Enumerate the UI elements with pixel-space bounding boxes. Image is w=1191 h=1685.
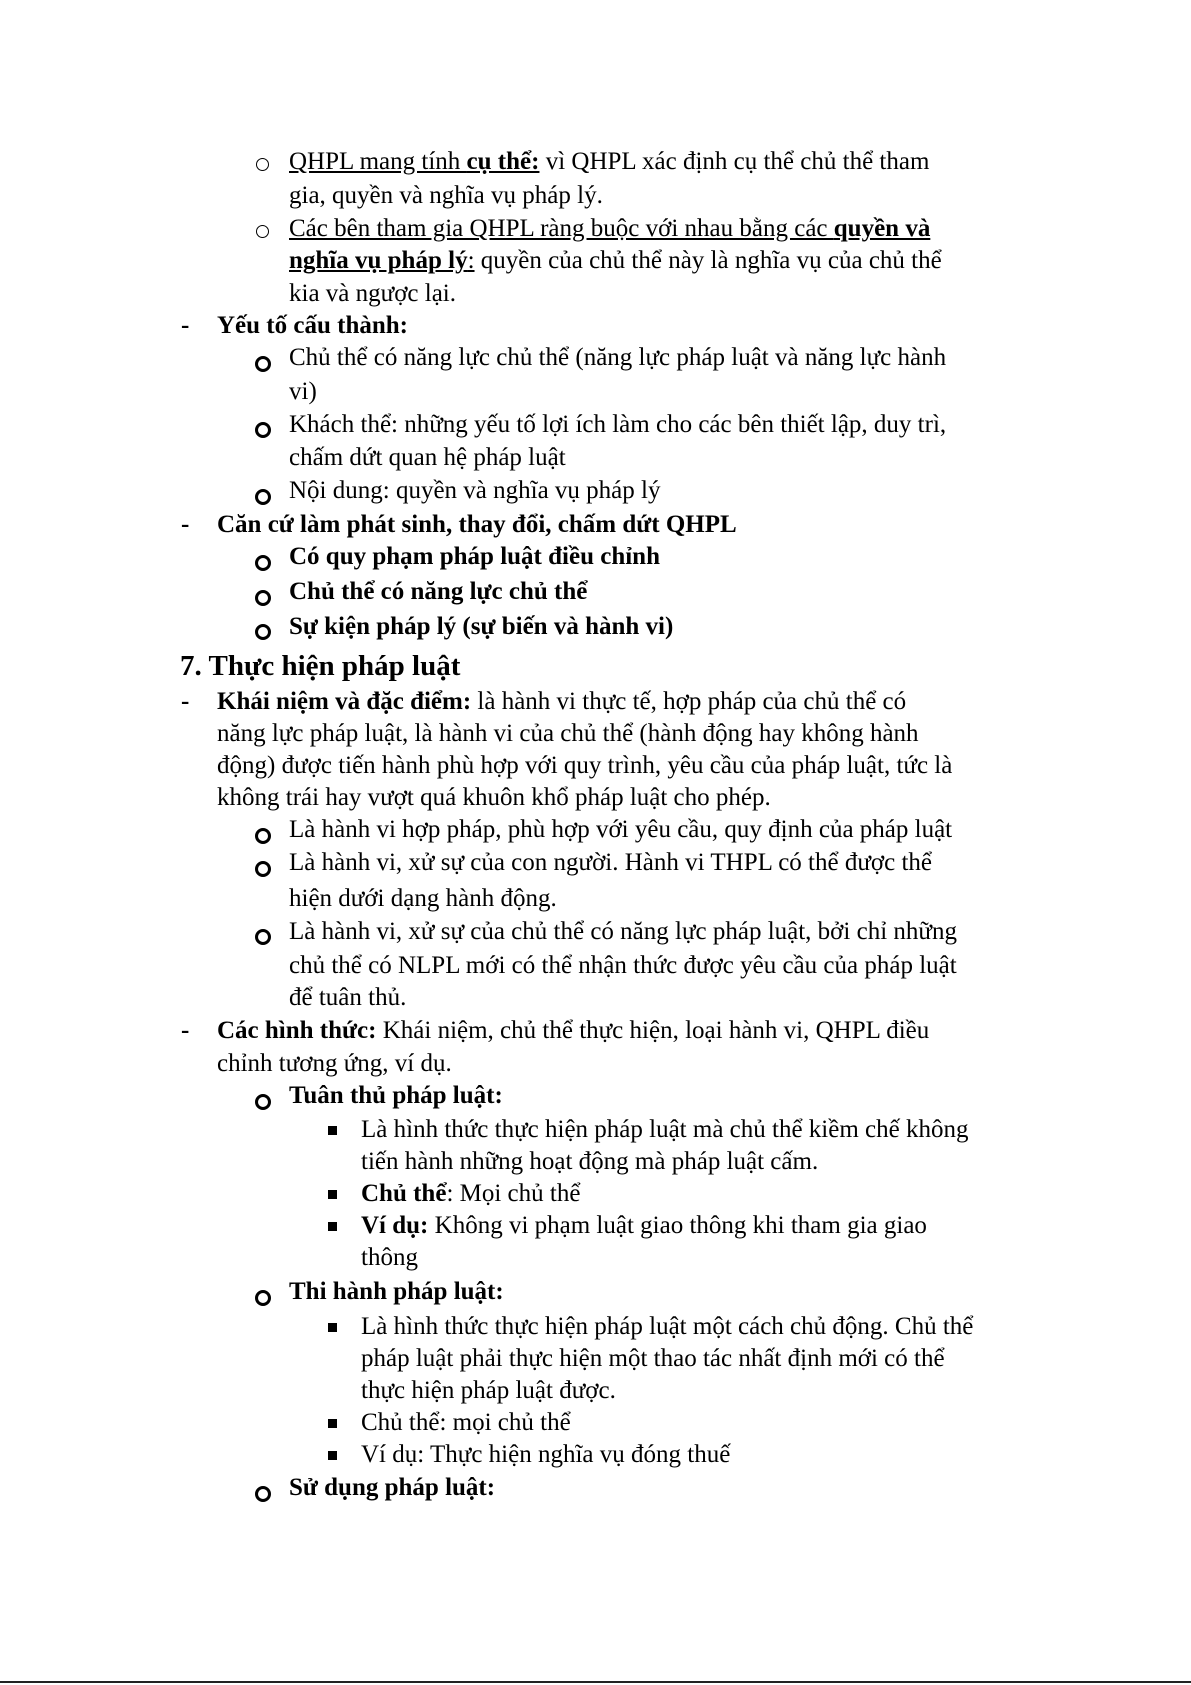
can-cu-item: Có quy phạm pháp luật điều chỉnh: [289, 543, 660, 570]
khai-niem-item-cont: chủ thể có NLPL mới có thể nhận thức được yêu cầu của pháp luật: [289, 952, 957, 979]
khai-niem-line2: năng lực pháp luật, là hành vi của chủ thể (hành động hay không hành: [217, 720, 919, 747]
can-cu-title: Căn cứ làm phát sinh, thay đổi, chấm dứt QHPL: [217, 511, 737, 538]
yeu-to-item-cont: vi): [289, 378, 317, 405]
bold-circle-bullet-icon: [255, 1290, 271, 1306]
yeu-to-item: Chủ thể có năng lực chủ thể (năng lực pháp luật và năng lực hành: [289, 344, 947, 371]
bold-circle-bullet-icon: [255, 422, 271, 438]
tuan-thu-l1: Là hình thức thực hiện pháp luật mà chủ thể kiềm chế không: [361, 1116, 969, 1143]
bold-circle-bullet-icon: [255, 590, 271, 606]
khai-niem-item-cont: để tuân thủ.: [289, 984, 407, 1011]
tuan-thu-chu-the: Chủ thể: Mọi chủ thể: [361, 1180, 581, 1207]
rang-buoc-line3: kia và ngược lại.: [289, 280, 456, 307]
bold-circle-bullet-icon: [255, 1094, 271, 1110]
thi-hanh-vi-du: Ví dụ: Thực hiện nghĩa vụ đóng thuế: [361, 1441, 731, 1468]
thi-hanh-l3: thực hiện pháp luật được.: [361, 1377, 616, 1404]
khai-niem-line1: Khái niệm và đặc điểm: là hành vi thực tế, hợp pháp của chủ thể có: [217, 688, 907, 715]
can-cu-item: Sự kiện pháp lý (sự biến và hành vi): [289, 613, 674, 640]
khai-niem-item-cont: hiện dưới dạng hành động.: [289, 885, 557, 912]
square-bullet-icon: [328, 1126, 337, 1135]
bold-circle-bullet-icon: [255, 489, 271, 505]
page-bottom-rule: [0, 1681, 1191, 1683]
hinh-thuc-line1: Các hình thức: Khái niệm, chủ thể thực hiện, loại hành vi, QHPL điều: [217, 1017, 930, 1044]
hollow-circle-bullet-icon: [256, 158, 269, 171]
tuan-thu-vi-du-l2: thông: [361, 1244, 418, 1271]
bold-circle-bullet-icon: [255, 1486, 271, 1502]
can-cu-item: Chủ thể có năng lực chủ thể: [289, 578, 588, 605]
square-bullet-icon: [328, 1451, 337, 1460]
dash-marker: -: [181, 312, 190, 339]
tuan-thu-title: Tuân thủ pháp luật:: [289, 1082, 503, 1109]
qhpl-cu-the-line1: QHPL mang tính cụ thể: vì QHPL xác định cụ thể chủ thể tham: [289, 148, 930, 175]
khai-niem-item: Là hành vi, xử sự của con người. Hành vi THPL có thể được thể: [289, 849, 933, 876]
square-bullet-icon: [328, 1190, 337, 1199]
bold-circle-bullet-icon: [255, 929, 271, 945]
dash-marker: -: [181, 511, 190, 538]
yeu-to-item-cont: chấm dứt quan hệ pháp luật: [289, 444, 566, 471]
dash-marker: -: [181, 688, 190, 715]
yeu-to-title: Yếu tố cấu thành:: [217, 312, 408, 339]
tuan-thu-vi-du: Ví dụ: Không vi phạm luật giao thông khi tham gia giao: [361, 1212, 927, 1239]
dash-marker: -: [181, 1017, 190, 1044]
rang-buoc-line1: Các bên tham gia QHPL ràng buộc với nhau bằng các quyền và: [289, 215, 931, 242]
bold-circle-bullet-icon: [255, 624, 271, 640]
thi-hanh-l1: Là hình thức thực hiện pháp luật một cách chủ động. Chủ thể: [361, 1313, 974, 1340]
section-heading: 7. Thực hiện pháp luật: [180, 650, 461, 682]
square-bullet-icon: [328, 1323, 337, 1332]
yeu-to-item: Khách thể: những yếu tố lợi ích làm cho các bên thiết lập, duy trì,: [289, 411, 947, 438]
su-dung-title: Sử dụng pháp luật:: [289, 1474, 496, 1501]
hinh-thuc-line2: chỉnh tương ứng, ví dụ.: [217, 1050, 452, 1077]
khai-niem-item: Là hành vi hợp pháp, phù hợp với yêu cầu, quy định của pháp luật: [289, 816, 953, 843]
thi-hanh-title: Thi hành pháp luật:: [289, 1278, 504, 1305]
bold-circle-bullet-icon: [255, 861, 271, 877]
hollow-circle-bullet-icon: [256, 225, 269, 238]
khai-niem-line4: không trái hay vượt quá khuôn khổ pháp luật cho phép.: [217, 784, 771, 811]
bold-circle-bullet-icon: [255, 828, 271, 844]
square-bullet-icon: [328, 1222, 337, 1231]
square-bullet-icon: [328, 1419, 337, 1428]
yeu-to-item: Nội dung: quyền và nghĩa vụ pháp lý: [289, 477, 661, 504]
khai-niem-item: Là hành vi, xử sự của chủ thể có năng lực pháp luật, bởi chỉ những: [289, 918, 957, 945]
tuan-thu-l2: tiến hành những hoạt động mà pháp luật cấm.: [361, 1148, 819, 1175]
khai-niem-line3: động) được tiến hành phù hợp với quy trình, yêu cầu của pháp luật, tức là: [217, 752, 953, 779]
rang-buoc-line2: nghĩa vụ pháp lý: quyền của chủ thể này là nghĩa vụ của chủ thể: [289, 247, 942, 274]
qhpl-cu-the-line2: gia, quyền và nghĩa vụ pháp lý.: [289, 182, 603, 209]
bold-circle-bullet-icon: [255, 555, 271, 571]
thi-hanh-chu-the: Chủ thể: mọi chủ thể: [361, 1409, 571, 1436]
bold-circle-bullet-icon: [255, 356, 271, 372]
thi-hanh-l2: pháp luật phải thực hiện một thao tác nhất định mới có thể: [361, 1345, 945, 1372]
